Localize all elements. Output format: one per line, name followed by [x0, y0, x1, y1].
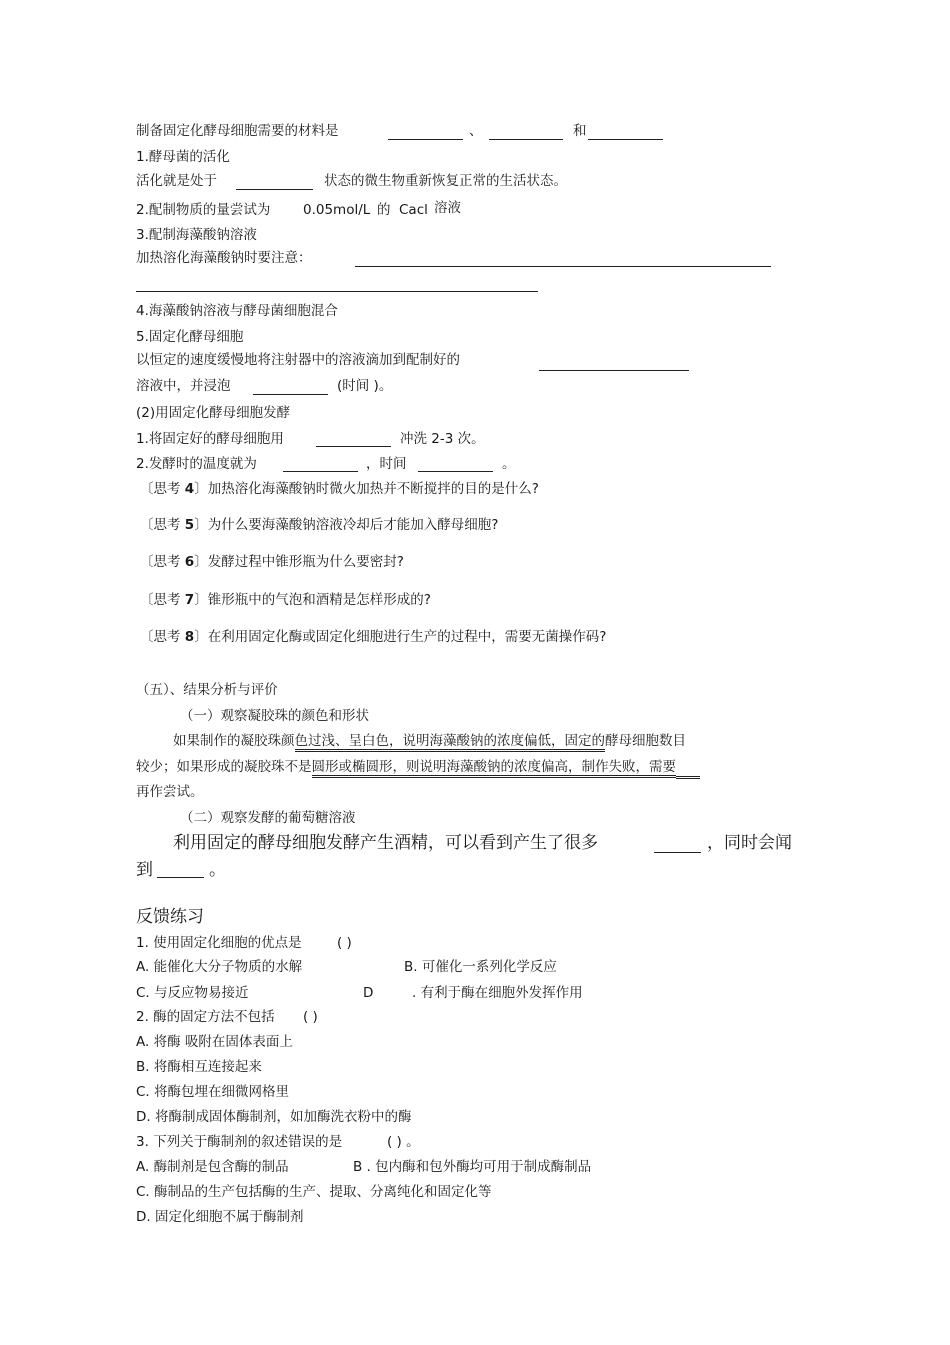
q2-option-d[interactable]: D. 将酶制成固体酶制剂，如加酶洗衣粉中的酶 — [136, 1109, 412, 1125]
results-p2: 较少；如果形成的凝胶珠不是圆形或椭圆形，则说明海藻酸钠的浓度偏高，制作失败，需要 — [136, 758, 700, 779]
practice-title: 反馈练习 — [136, 907, 204, 927]
ferment-l2a: 2.发酵时的温度就为 — [136, 456, 257, 472]
results-title: （五）、结果分析与评价 — [136, 682, 278, 698]
materials-blank-3[interactable] — [588, 139, 663, 140]
step2-text: 2.配制物质的量尝试为 — [136, 202, 271, 218]
q1-option-b[interactable]: B. 可催化一系列化学反应 — [404, 959, 557, 975]
q3-option-a[interactable]: A. 酶制剂是包含酶的制品 — [136, 1159, 289, 1175]
results-p5a: 到 — [136, 860, 153, 880]
step2-de: 的 — [377, 202, 391, 218]
step1-post: 状态的微生物重新恢复正常的生活状态。 — [324, 173, 567, 189]
q3-option-d[interactable]: D. 固定化细胞不属于酶制剂 — [136, 1209, 304, 1225]
materials-sep-2: 和 — [573, 123, 587, 139]
ferment-l1a: 1.将固定好的酵母细胞用 — [136, 431, 284, 447]
step1-blank[interactable] — [236, 189, 313, 190]
ferment-l2b: ，时间 — [366, 456, 407, 472]
step3-title: 3.配制海藻酸钠溶液 — [136, 227, 257, 243]
think-7: 〔思考 7〕锥形瓶中的气泡和酒精是怎样形成的? — [140, 592, 431, 608]
q1-option-d-letter[interactable]: D — [363, 985, 374, 1001]
results-p5b: 。 — [209, 860, 226, 880]
step1-title: 1.酵母菌的活化 — [136, 149, 230, 165]
step5-line2a: 溶液中，并浸泡 — [136, 378, 231, 394]
q2-stem: 2. 酶的固定方法不包括 — [136, 1009, 275, 1025]
step2-sol: 溶液 — [434, 200, 461, 216]
q2-option-c[interactable]: C. 将酶包埋在细微网格里 — [136, 1084, 290, 1100]
think-6: 〔思考 6〕发酵过程中锥形瓶为什么要密封? — [140, 554, 404, 570]
step3-blank-2[interactable] — [136, 291, 538, 292]
results-p1: 如果制作的凝胶珠颜色过浅、呈白色，说明海藻酸钠的浓度偏低，固定的酵母细胞数目 — [173, 732, 686, 750]
results-sub2: （二）观察发酵的葡萄糖溶液 — [180, 810, 356, 826]
results-p4b: ，同时会闻 — [707, 833, 792, 853]
results-p4a: 利用固定的酵母细胞发酵产生酒精，可以看到产生了很多 — [173, 833, 598, 853]
step4-title: 4.海藻酸钠溶液与酵母菌细胞混合 — [136, 303, 338, 319]
step5-blank-2[interactable] — [253, 394, 328, 395]
q3-option-c[interactable]: C. 酶制品的生产包括酶的生产、提取、分离纯化和固定化等 — [136, 1184, 492, 1200]
ferment-l1b: 冲洗 2-3 次。 — [400, 431, 485, 447]
ferment-blank-2[interactable] — [283, 471, 358, 472]
think-5: 〔思考 5〕为什么要海藻酸钠溶液冷却后才能加入酵母细胞? — [140, 517, 499, 533]
materials-sep-1: 、 — [469, 123, 483, 139]
ferment-title: (2)用固定化酵母细胞发酵 — [136, 405, 291, 421]
step5-line1: 以恒定的速度缓慢地将注射器中的溶液滴加到配制好的 — [136, 352, 460, 368]
step5-blank-1[interactable] — [539, 370, 689, 371]
q2-option-a[interactable]: A. 将酶 吸附在固体表面上 — [136, 1034, 293, 1050]
step3-note: 加热溶化海藻酸钠时要注意： — [136, 250, 312, 266]
step5-line2b: (时间 )。 — [337, 378, 393, 394]
q1-option-d[interactable]: . 有利于酶在细胞外发挥作用 — [412, 985, 583, 1001]
q1-paren[interactable]: ( ) — [337, 935, 352, 951]
results-p3: 再作尝试。 — [136, 784, 204, 800]
results-blank-2[interactable] — [157, 877, 204, 878]
step2-conc: 0.05mol/L — [303, 202, 371, 218]
q3-paren[interactable]: ( ) 。 — [387, 1134, 420, 1150]
think-4: 〔思考 4〕加热溶化海藻酸钠时微火加热并不断搅拌的目的是什么? — [140, 481, 539, 497]
materials-blank-2[interactable] — [489, 139, 563, 140]
ferment-l2c: 。 — [502, 456, 516, 472]
q1-option-c[interactable]: C. 与反应物易接近 — [136, 985, 249, 1001]
q1-stem: 1. 使用固定化细胞的优点是 — [136, 935, 302, 951]
ferment-blank-1[interactable] — [316, 446, 391, 447]
step2-chem: Cacl — [399, 202, 428, 218]
think-8: 〔思考 8〕在利用固定化酶或固定化细胞进行生产的过程中，需要无菌操作码? — [140, 629, 607, 645]
q3-option-b[interactable]: B . 包内酶和包外酶均可用于制成酶制品 — [353, 1159, 592, 1175]
results-blank-1[interactable] — [654, 852, 701, 853]
step3-blank-1[interactable] — [355, 266, 771, 267]
q1-option-a[interactable]: A. 能催化大分子物质的水解 — [136, 959, 303, 975]
step1-pre: 活化就是处于 — [136, 173, 217, 189]
materials-blank-1[interactable] — [388, 139, 463, 140]
q2-paren[interactable]: ( ) — [303, 1009, 318, 1025]
ferment-blank-3[interactable] — [418, 471, 493, 472]
q3-stem: 3. 下列关于酶制剂的叙述错误的是 — [136, 1134, 343, 1150]
step5-title: 5.固定化酵母细胞 — [136, 329, 244, 345]
q2-option-b[interactable]: B. 将酶相互连接起来 — [136, 1059, 262, 1075]
materials-intro: 制备固定化酵母细胞需要的材料是 — [136, 123, 339, 139]
results-sub1: （一）观察凝胶珠的颜色和形状 — [180, 708, 369, 724]
